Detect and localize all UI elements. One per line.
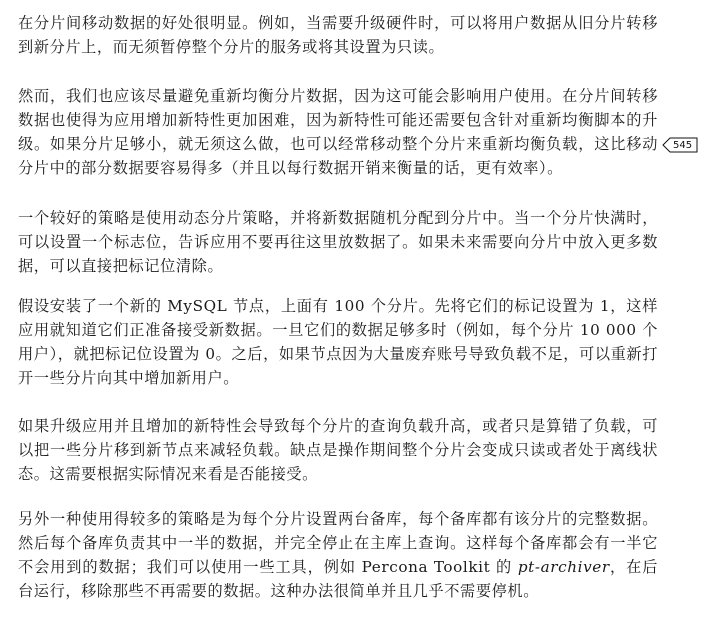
paragraph-two-replicas — [18, 507, 658, 603]
paragraph-text-end: ，在后台运行，移除那些不再需要的数据。这种办法很简单并且几乎不需要停机。 — [18, 558, 658, 600]
page-number: 545 — [673, 139, 693, 151]
page-number-marker — [662, 137, 698, 153]
paragraph-text-start: 另外一种使用得较多的策略是为每个分片设置两台备库，每个备库都有该分片的完整数据。然后每个备库负责其中一半的数据，并完全停止在主库上查询。这样每个备库都会有一半它不会用到的数据；我们可以使用一些工具，例如 Percona Toolkit 的 — [18, 510, 658, 576]
paragraph-new-mysql-node: 假设安装了一个新的 MySQL 节点，上面有 100 个分片。先将它们的标记设置为 1，这样应用就知道它们正准备接受新数据。一旦它们的数据足够多时（例如，每个分片 10 000 个用户），就把标记位设置为 0。之后，如果节点因为大量废弃账号导致负载不足，可以重新打开一些分片向其中增加新用户。 — [18, 297, 658, 387]
tool-name-pt-archiver: pt-archiver — [517, 558, 610, 576]
paragraph-shard-move-benefits: 在分片间移动数据的好处很明显。例如，当需要升级硬件时，可以将用户数据从旧分片转移到新分片上，而无须暂停整个分片的服务或将其设置为只读。 — [18, 14, 658, 56]
paragraph-avoid-rebalancing: 然而，我们也应该尽量避免重新均衡分片数据，因为这可能会影响用户使用。在分片间转移数据也使得为应用增加新特性更加困难，因为新特性可能还需要包含针对重新均衡脚本的升级。如果分片足够小，就无须这么做，也可以经常移动整个分片来重新均衡负载，这比移动分片中的部分数据要容易得多（并且以每行数据开销来衡量的话，更有效率）。 — [18, 87, 658, 177]
paragraph-dynamic-sharding: 一个较好的策略是使用动态分片策略，并将新数据随机分配到分片中。当一个分片快满时，可以设置一个标志位，告诉应用不要再往这里放数据了。如果未来需要向分片中放入更多数据，可以直接把标记位清除。 — [18, 209, 658, 275]
paragraph-upgrade-load: 如果升级应用并且增加的新特性会导致每个分片的查询负载升高，或者只是算错了负载，可以把一些分片移到新节点来减轻负载。缺点是操作期间整个分片会变成只读或者处于离线状态。这需要根据实际情况来看是否能接受。 — [18, 417, 658, 483]
